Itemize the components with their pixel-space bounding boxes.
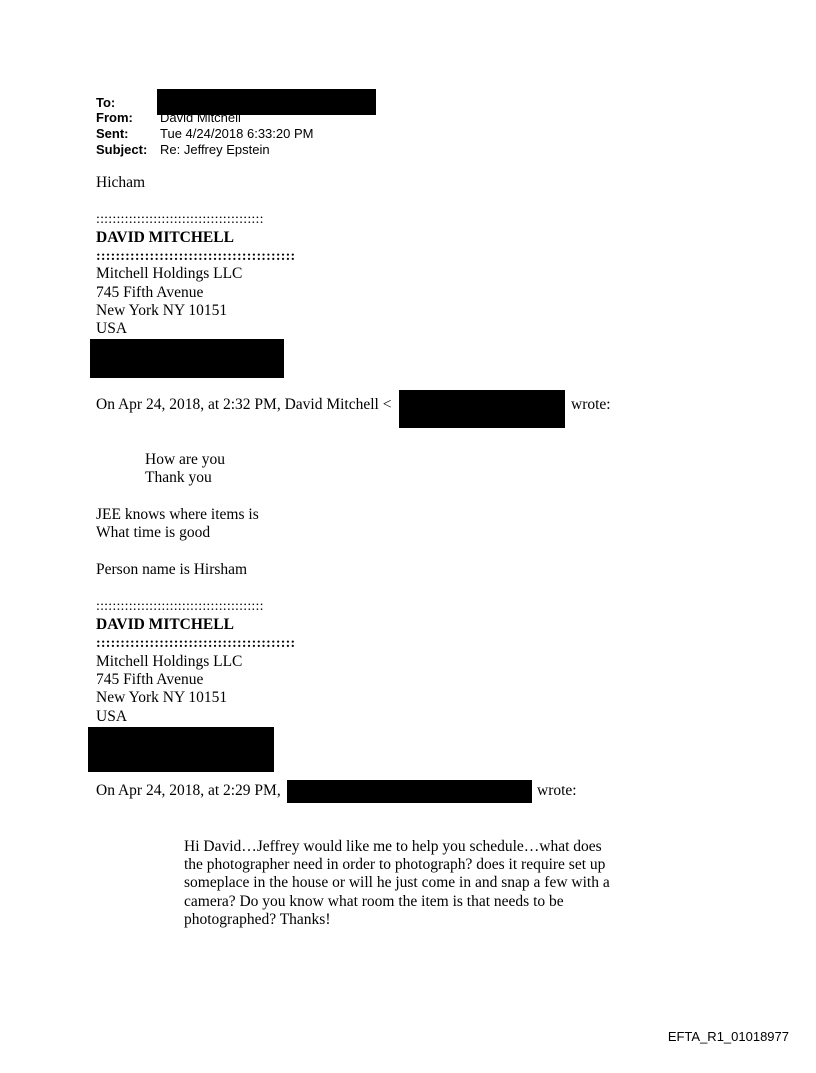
signature-street: 745 Fifth Avenue <box>96 671 204 688</box>
quoted-body-line: camera? Do you know what room the item is that needs to be <box>184 893 564 910</box>
signature-name: DAVID MITCHELL <box>96 616 234 633</box>
quoted-line: What time is good <box>96 524 211 541</box>
from-value: David Mitchell <box>160 110 241 125</box>
signature-dots-bottom: ::::::::::::::::::::::::::::::::::::::::: <box>96 249 296 264</box>
sent-label: Sent: <box>96 126 129 141</box>
signature-company: Mitchell Holdings LLC <box>96 265 243 282</box>
signature-dots-top: ::::::::::::::::::::::::::::::::::::::::: <box>96 212 264 227</box>
redaction-email-1 <box>399 390 565 428</box>
signature-company: Mitchell Holdings LLC <box>96 653 243 670</box>
signature-country: USA <box>96 708 128 725</box>
quoted-line: How are you <box>145 451 226 468</box>
signature-city: New York NY 10151 <box>96 302 228 319</box>
subject-value: Re: Jeffrey Epstein <box>160 142 270 157</box>
quoted-body-line: the photographer need in order to photograph? does it require set up <box>184 856 606 873</box>
signature-dots-bottom: ::::::::::::::::::::::::::::::::::::::::: <box>96 636 296 651</box>
quote-intro-2-suffix: wrote: <box>537 782 577 799</box>
signature-name: DAVID MITCHELL <box>96 229 234 246</box>
redaction-signature-2 <box>88 727 274 772</box>
quote-intro-2-prefix: On Apr 24, 2018, at 2:29 PM, <box>96 782 281 799</box>
signature-dots-top: ::::::::::::::::::::::::::::::::::::::::: <box>96 599 264 614</box>
signature-country: USA <box>96 320 128 337</box>
quoted-line: Person name is Hirsham <box>96 561 248 578</box>
from-label: From: <box>96 110 133 125</box>
to-label: To: <box>96 95 116 110</box>
redaction-sender-2 <box>287 780 532 803</box>
quote-intro-1-prefix: On Apr 24, 2018, at 2:32 PM, David Mitchell < <box>96 396 392 413</box>
quoted-body-line: photographed? Thanks! <box>184 911 331 928</box>
quoted-body-line: Hi David…Jeffrey would like me to help you schedule…what does <box>184 838 602 855</box>
signature-street: 745 Fifth Avenue <box>96 284 204 301</box>
greeting: Hicham <box>96 174 146 191</box>
redaction-signature-1 <box>90 339 284 378</box>
document-id: EFTA_R1_01018977 <box>667 1029 789 1044</box>
quoted-line: Thank you <box>145 469 212 486</box>
quoted-body-line: someplace in the house or will he just come in and snap a few with a <box>184 874 610 891</box>
subject-label: Subject: <box>96 142 148 157</box>
signature-city: New York NY 10151 <box>96 689 228 706</box>
sent-value: Tue 4/24/2018 6:33:20 PM <box>160 126 314 141</box>
quoted-line: JEE knows where items is <box>96 506 259 523</box>
quote-intro-1-suffix: wrote: <box>571 396 611 413</box>
